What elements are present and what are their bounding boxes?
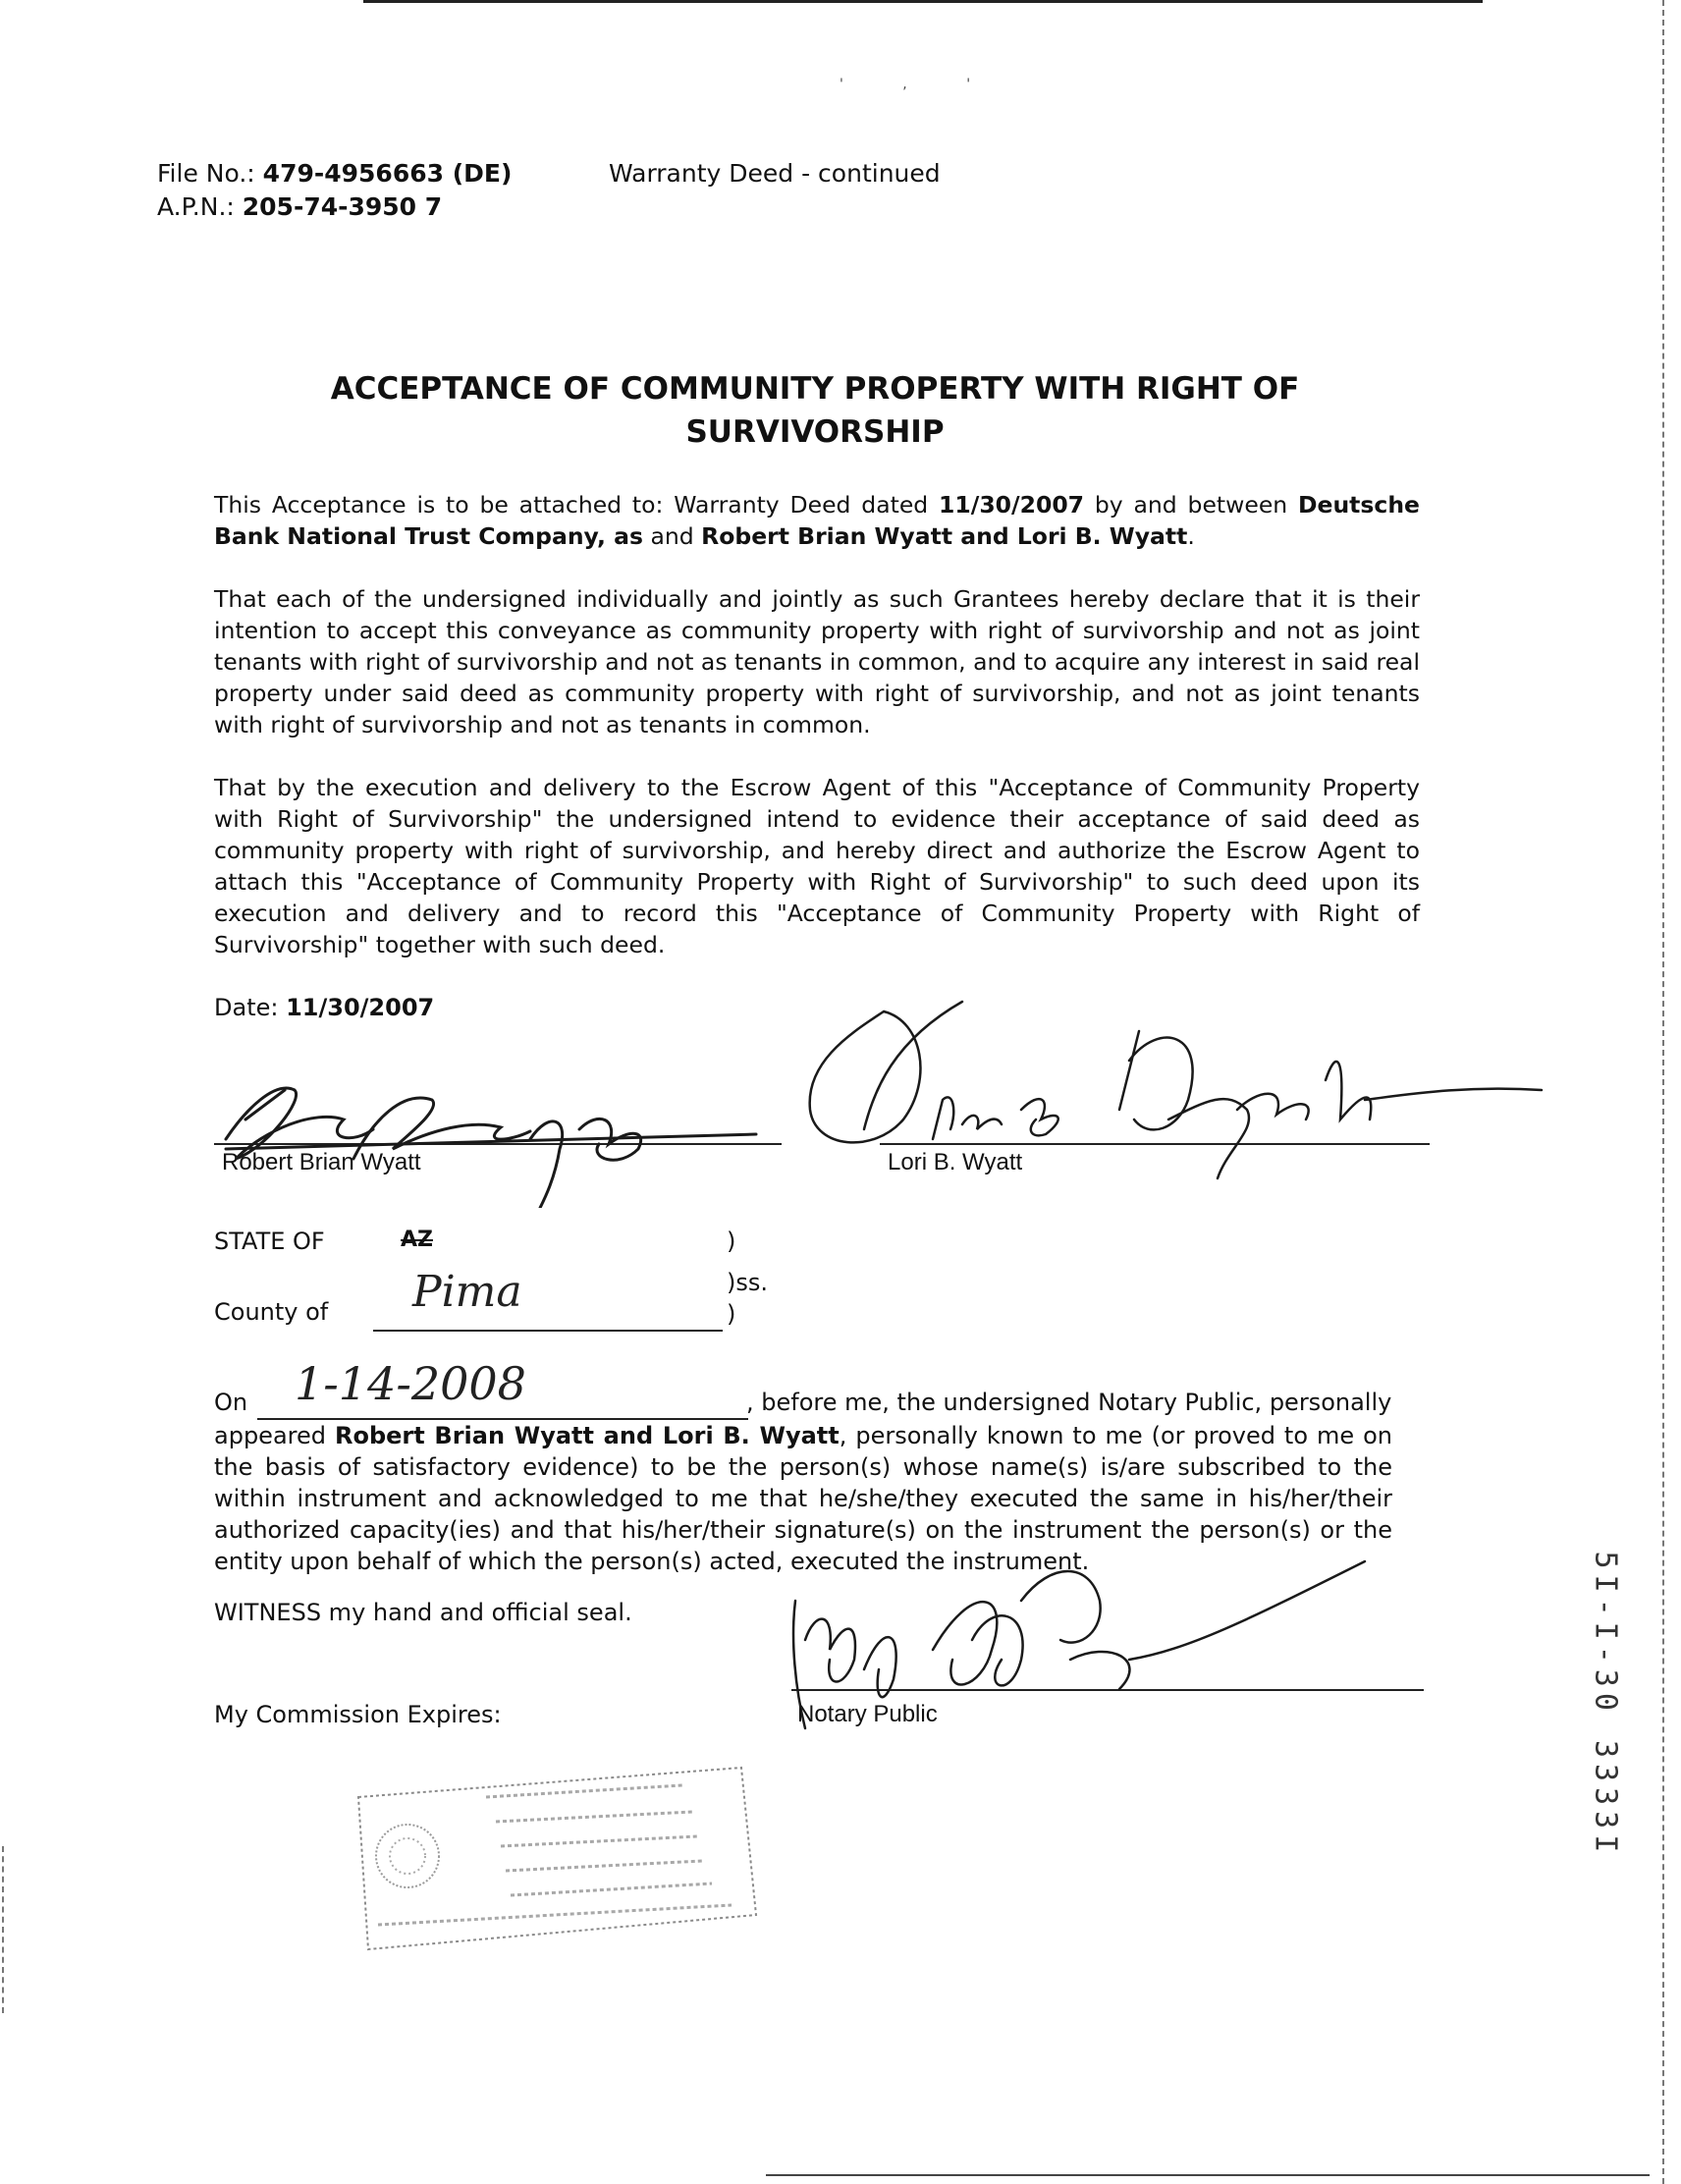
intro-paragraph [214,489,1420,552]
appeared-label: appeared [214,1422,326,1449]
paren-3: ) [727,1300,736,1328]
title-line-2: SURVIVORSHIP [685,414,945,450]
on-label: On [214,1389,248,1416]
county-handwritten: Pima [412,1267,522,1317]
ss-mark: )ss. [727,1269,768,1296]
signature-lori [795,992,1561,1188]
appeared-names: Robert Brian Wyatt and Lori B. Wyatt [334,1422,840,1449]
scan-specks: ' , ' [840,77,999,92]
grantee-names: Robert Brian Wyatt and Lori B. Wyatt [701,522,1188,550]
document-title [226,367,1404,454]
top-rule [363,0,1483,3]
declaration-paragraph: That each of the undersigned individually and jointly as such Grantees hereby declare that it is their intention to accept this conveyance as community property with right of survivorship and not as joint tenants with right of survivorship and not as tenants in common, and to acquire any interest in said real property under said deed as community property with right of survivorship, and not as joint tenants with right of survivorship and not as tenants in common. [214,585,1420,738]
escrow-paragraph: That by the execution and delivery to the Escrow Agent of this "Acceptance of Community Property with Right of Survivorship" the undersigned intend to evidence their acceptance of said deed as community property with right of survivorship, and hereby direct and authorize the Escrow Agent to attach this "Acceptance of Community Property with Right of Survivorship" to such deed upon its execution and delivery and to record this "Acceptance of Community Property with Right of Survivorship" together with such deed. [214,774,1420,958]
continued-text: Warranty Deed - continued [609,159,941,188]
apn-label: A.P.N.: [157,192,235,221]
notary-seal-stamp [349,1758,761,1954]
intro-text-4: . [1187,522,1195,550]
notary-public-label: Notary Public [797,1701,938,1727]
side-recording-number [1586,1551,1625,1868]
scan-edge-right [1662,0,1664,2184]
bottom-rule [766,2174,1650,2176]
acknowledgment-body: , personally known to me (or proved to me on the basis of satisfactory evidence) to be the person(s) whose name(s) is/are subscribed to the within instrument and acknowledged to me that he/she/they executed the same in his/her/their authorized capacity(ies) and that his/her/their signature(s) on the instrument the person(s) or the entity upon behalf of which the person(s) acted, executed the instrument. [214,1422,1392,1575]
date-label: Date: [214,994,279,1021]
deed-date: 11/30/2007 [939,491,1085,519]
state-value: AZ [401,1228,433,1252]
apn-value: 205-74-3950 7 [242,192,443,221]
title-line-1: ACCEPTANCE OF COMMUNITY PROPERTY WITH RIGHT OF [330,371,1300,407]
paren-1: ) [727,1228,736,1255]
file-no-label: File No.: [157,159,255,188]
signer-2-name: Lori B. Wyatt [888,1149,1023,1175]
date-value: 11/30/2007 [286,994,435,1021]
date-line [214,994,434,1021]
notary-date-handwritten: 1-14-2008 [295,1357,526,1410]
state-label: STATE OF [214,1228,325,1255]
grantor-name: Deutsche Bank National Trust Company, as [214,491,1420,550]
intro-text-3: and [643,522,702,550]
file-info [157,157,512,224]
signature-notary [776,1542,1404,1738]
file-no-value: 479-4956663 (DE) [262,159,513,188]
signature-robert [206,1051,795,1208]
county-underline [373,1330,723,1332]
witness-text: WITNESS my hand and official seal. [214,1599,632,1626]
county-label: County of [214,1298,329,1326]
signer-1-name: Robert Brian Wyatt [222,1149,421,1175]
intro-text-2: by and between [1084,491,1298,519]
intro-text-1: This Acceptance is to be attached to: Warranty Deed dated [214,491,940,519]
side-number-text: 5I-I-30 3333I [1588,1551,1623,1859]
scan-edge-left [2,1846,4,2013]
on-rest: , before me, the undersigned Notary Public, personally [746,1389,1392,1416]
commission-expires: My Commission Expires: [214,1701,502,1728]
